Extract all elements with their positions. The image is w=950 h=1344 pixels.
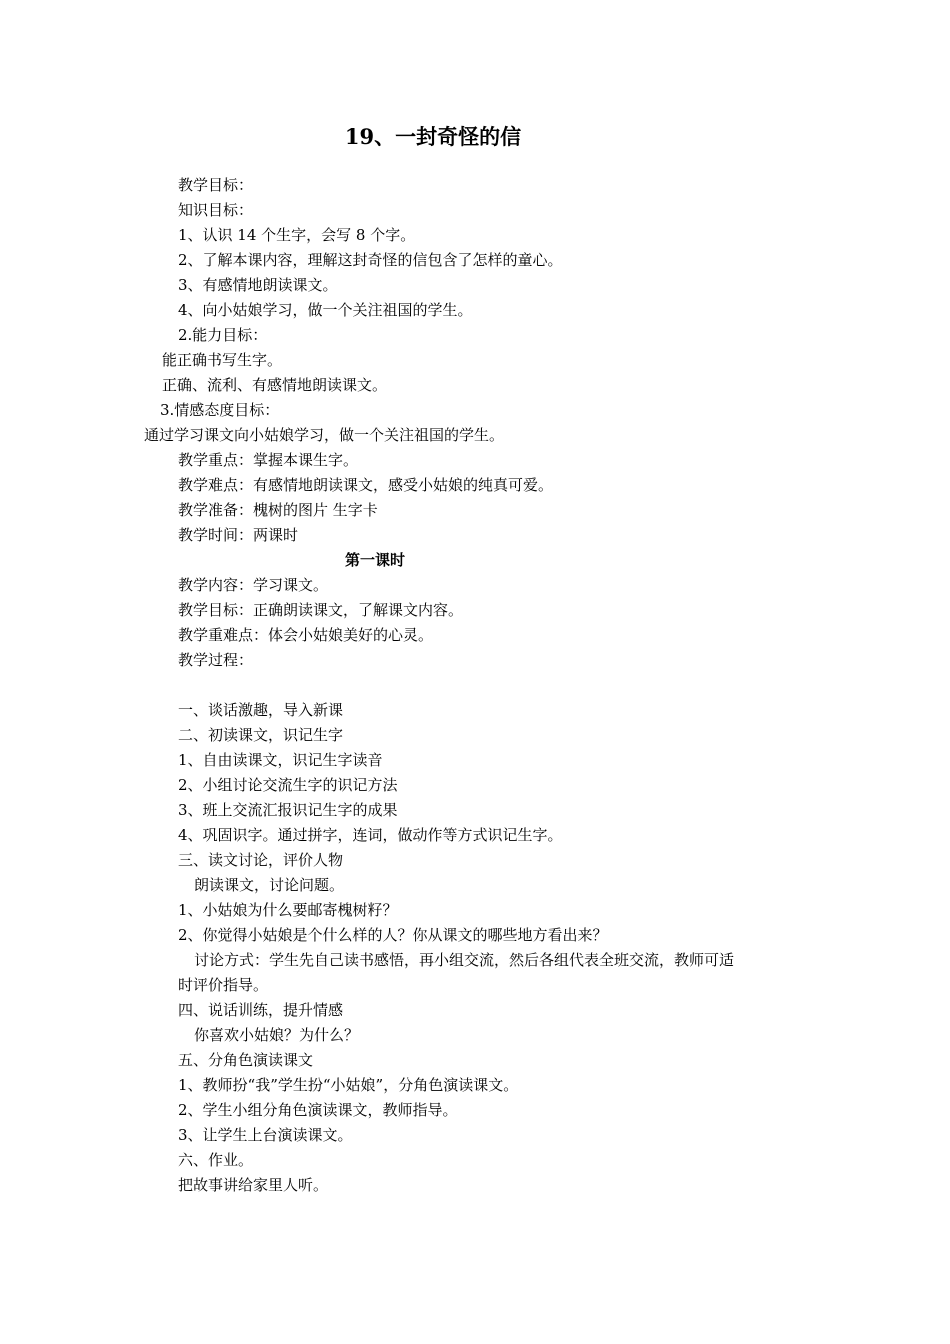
text-line: 你喜欢小姑娘？为什么？	[194, 1026, 360, 1044]
text-line: 时评价指导。	[178, 976, 269, 994]
text-line: 朗读课文，讨论问题。	[194, 876, 345, 894]
text-line: 五、分角色演读课文	[178, 1051, 314, 1069]
text-line: 教学目标：	[178, 176, 254, 194]
text-line: 正确、流利、有感情地朗读课文。	[162, 376, 388, 394]
text-line: 2、小组讨论交流生字的识记方法	[178, 776, 398, 794]
text-line: 三、读文讨论，评价人物	[178, 851, 344, 869]
text-line: 1、教师扮“我”学生扮“小姑娘”，分角色演读课文。	[178, 1076, 519, 1094]
text-line: 教学内容：学习课文。	[178, 576, 329, 594]
text-line: 2.能力目标：	[178, 326, 268, 344]
text-line: 4、巩固识字。通过拼字，连词，做动作等方式识记生字。	[178, 826, 563, 844]
text-line: 把故事讲给家里人听。	[178, 1176, 329, 1194]
text-line: 教学准备：槐树的图片 生字卡	[178, 501, 378, 519]
text-line: 教学时间：两课时	[178, 526, 299, 544]
text-line: 四、说话训练，提升情感	[178, 1001, 344, 1019]
text-line: 2、了解本课内容，理解这封奇怪的信包含了怎样的童心。	[178, 251, 563, 269]
text-line: 教学过程：	[178, 651, 254, 669]
text-line: 教学目标：正确朗读课文，了解课文内容。	[178, 601, 464, 619]
text-line: 3.情感态度目标：	[160, 401, 280, 419]
text-line: 通过学习课文向小姑娘学习，做一个关注祖国的学生。	[144, 426, 505, 444]
text-line: 3、班上交流汇报识记生字的成果	[178, 801, 398, 819]
text-line: 六、作业。	[178, 1151, 254, 1169]
text-line: 3、有感情地朗读课文。	[178, 276, 338, 294]
text-line: 一、谈话激趣，导入新课	[178, 701, 344, 719]
text-line: 2、你觉得小姑娘是个什么样的人？你从课文的哪些地方看出来？	[178, 926, 608, 944]
text-line: 1、小姑娘为什么要邮寄槐树籽？	[178, 901, 398, 919]
text-line: 教学重难点：体会小姑娘美好的心灵。	[178, 626, 434, 644]
text-line: 教学难点：有感情地朗读课文，感受小姑娘的纯真可爱。	[178, 476, 554, 494]
text-line: 1、自由读课文，识记生字读音	[178, 751, 383, 769]
text-line: 讨论方式：学生先自己读书感悟，再小组交流，然后各组代表全班交流，教师可适	[194, 951, 735, 969]
text-line: 3、让学生上台演读课文。	[178, 1126, 353, 1144]
text-line: 教学重点：掌握本课生字。	[178, 451, 359, 469]
section-heading: 第一课时	[344, 551, 405, 569]
text-line: 二、初读课文，识记生字	[178, 726, 344, 744]
text-line: 4、向小姑娘学习，做一个关注祖国的学生。	[178, 301, 473, 319]
document-title: 19、一封奇怪的信	[344, 124, 522, 149]
text-line: 1、认识 14 个生字，会写 8 个字。	[178, 226, 416, 244]
text-line: 能正确书写生字。	[162, 351, 283, 369]
text-line: 2、学生小组分角色演读课文，教师指导。	[178, 1101, 458, 1119]
text-line: 知识目标：	[178, 201, 254, 219]
